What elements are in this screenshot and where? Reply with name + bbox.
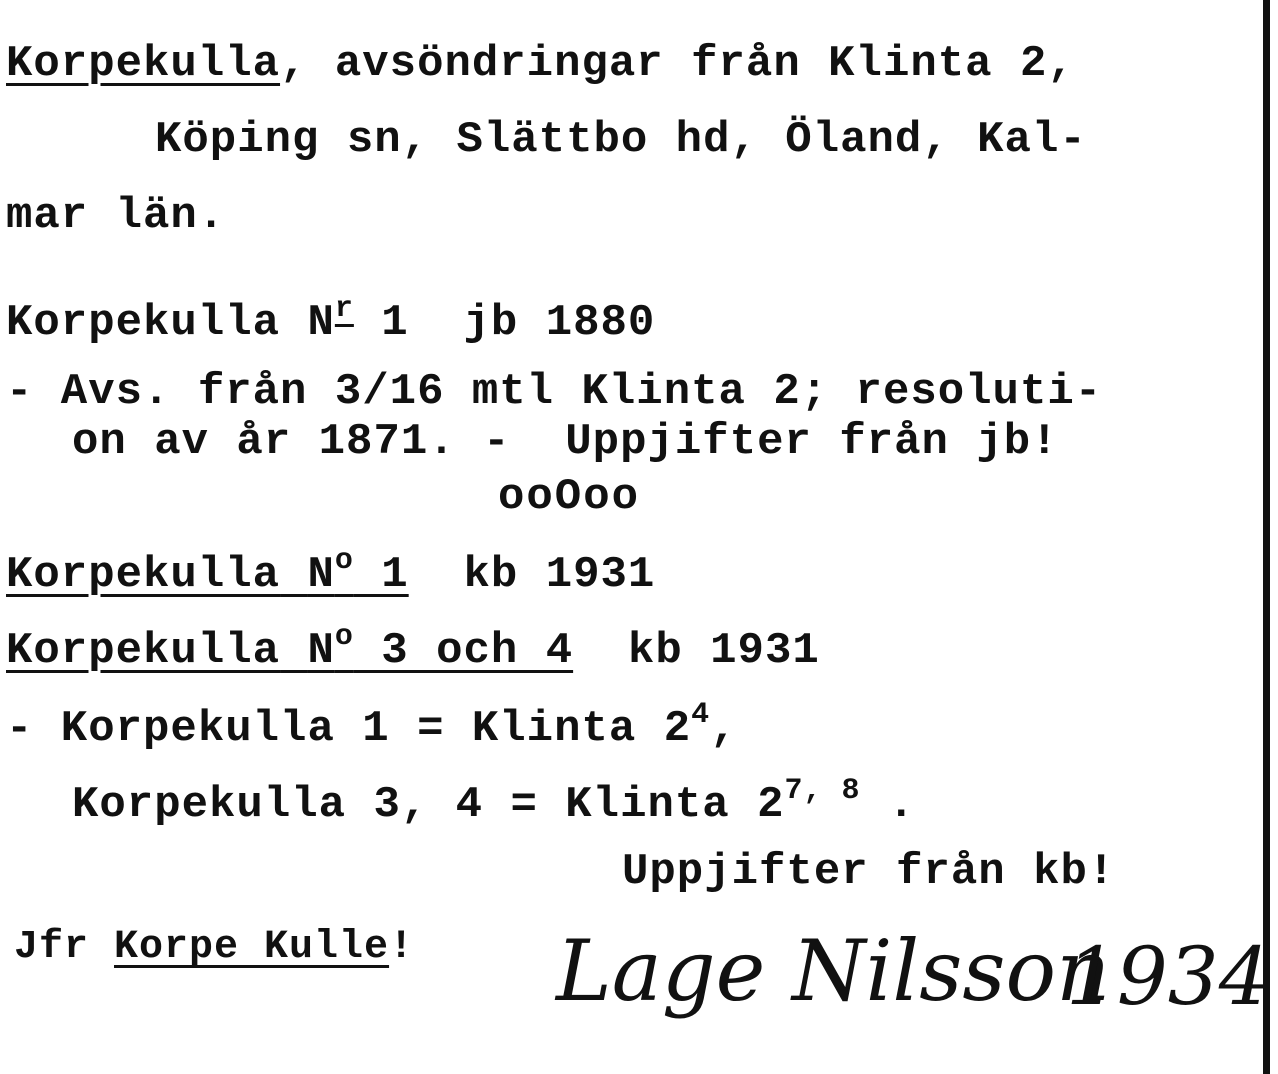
header-line-3 bbox=[6, 191, 226, 241]
entry-2-source: kb 1931 bbox=[463, 550, 656, 600]
mapping-line-2 bbox=[72, 774, 916, 830]
entry-1-note-1 bbox=[6, 367, 1103, 417]
entry-2-nr-value: 1 bbox=[353, 550, 409, 600]
entry-1-note-2 bbox=[72, 417, 1059, 467]
entry-2-nr-prefix: N bbox=[307, 550, 335, 600]
entry-3-nr-sup: o bbox=[334, 620, 354, 654]
signature-year: 1934 bbox=[1066, 930, 1270, 1023]
entry-1-note-text-2: on av år 1871. - Uppjifter från jb! bbox=[72, 417, 1059, 467]
crossref-target: Korpe Kulle bbox=[114, 925, 390, 970]
header-text-2: Köping sn, Slättbo hd, Öland, Kal- bbox=[155, 115, 1087, 165]
entry-2-heading bbox=[6, 544, 656, 600]
mapping-end-2: . bbox=[887, 780, 916, 830]
mapping-text-1: - Korpekulla 1 = Klinta 2 bbox=[6, 704, 692, 754]
mapping-note-text: Uppjifter från kb! bbox=[622, 847, 1116, 897]
separator-ornament: ooOoo bbox=[498, 472, 641, 522]
entry-1-name: Korpekulla bbox=[6, 298, 281, 348]
mapping-sup-2: 7, 8 bbox=[784, 774, 861, 808]
entry-1-note-text-1: - Avs. från 3/16 mtl Klinta 2; resoluti- bbox=[6, 367, 1103, 417]
entry-2-title bbox=[6, 544, 409, 600]
place-title: Korpekulla bbox=[6, 39, 281, 89]
entry-1-nr-sup: r bbox=[334, 292, 354, 326]
crossref-suffix: ! bbox=[389, 925, 415, 970]
handwritten-signature bbox=[548, 888, 1270, 1068]
entry-1-nr-prefix: N bbox=[307, 298, 335, 348]
entry-3-source: kb 1931 bbox=[627, 626, 820, 676]
cross-reference bbox=[14, 925, 415, 970]
card-edge bbox=[1263, 0, 1270, 1074]
header-line-2 bbox=[155, 115, 1087, 165]
header-text-1: , avsöndringar från Klinta 2, bbox=[280, 39, 1075, 89]
mapping-text-2: Korpekulla 3, 4 = Klinta 2 bbox=[72, 780, 785, 830]
entry-3-name: Korpekulla bbox=[6, 626, 281, 676]
mapping-line-1 bbox=[6, 698, 738, 754]
entry-3-nr-prefix: N bbox=[307, 626, 335, 676]
mapping-end-1: , bbox=[710, 704, 738, 754]
mapping-sup-1: 4 bbox=[691, 698, 711, 732]
signature-name: Lage Nilsson bbox=[556, 922, 1111, 1020]
header-line-1 bbox=[6, 39, 1075, 89]
crossref-prefix: Jfr bbox=[14, 925, 115, 970]
header-text-3: mar län. bbox=[6, 191, 226, 241]
entry-2-name: Korpekulla bbox=[6, 550, 281, 600]
entry-2-nr-sup: o bbox=[334, 544, 354, 578]
entry-3-title bbox=[6, 620, 574, 676]
entry-1-nr-value: 1 bbox=[353, 298, 409, 348]
entry-3-heading bbox=[6, 620, 820, 676]
entry-1-heading bbox=[6, 292, 656, 348]
entry-3-nr-value: 3 och 4 bbox=[353, 626, 574, 676]
entry-1-source: jb 1880 bbox=[463, 298, 656, 348]
